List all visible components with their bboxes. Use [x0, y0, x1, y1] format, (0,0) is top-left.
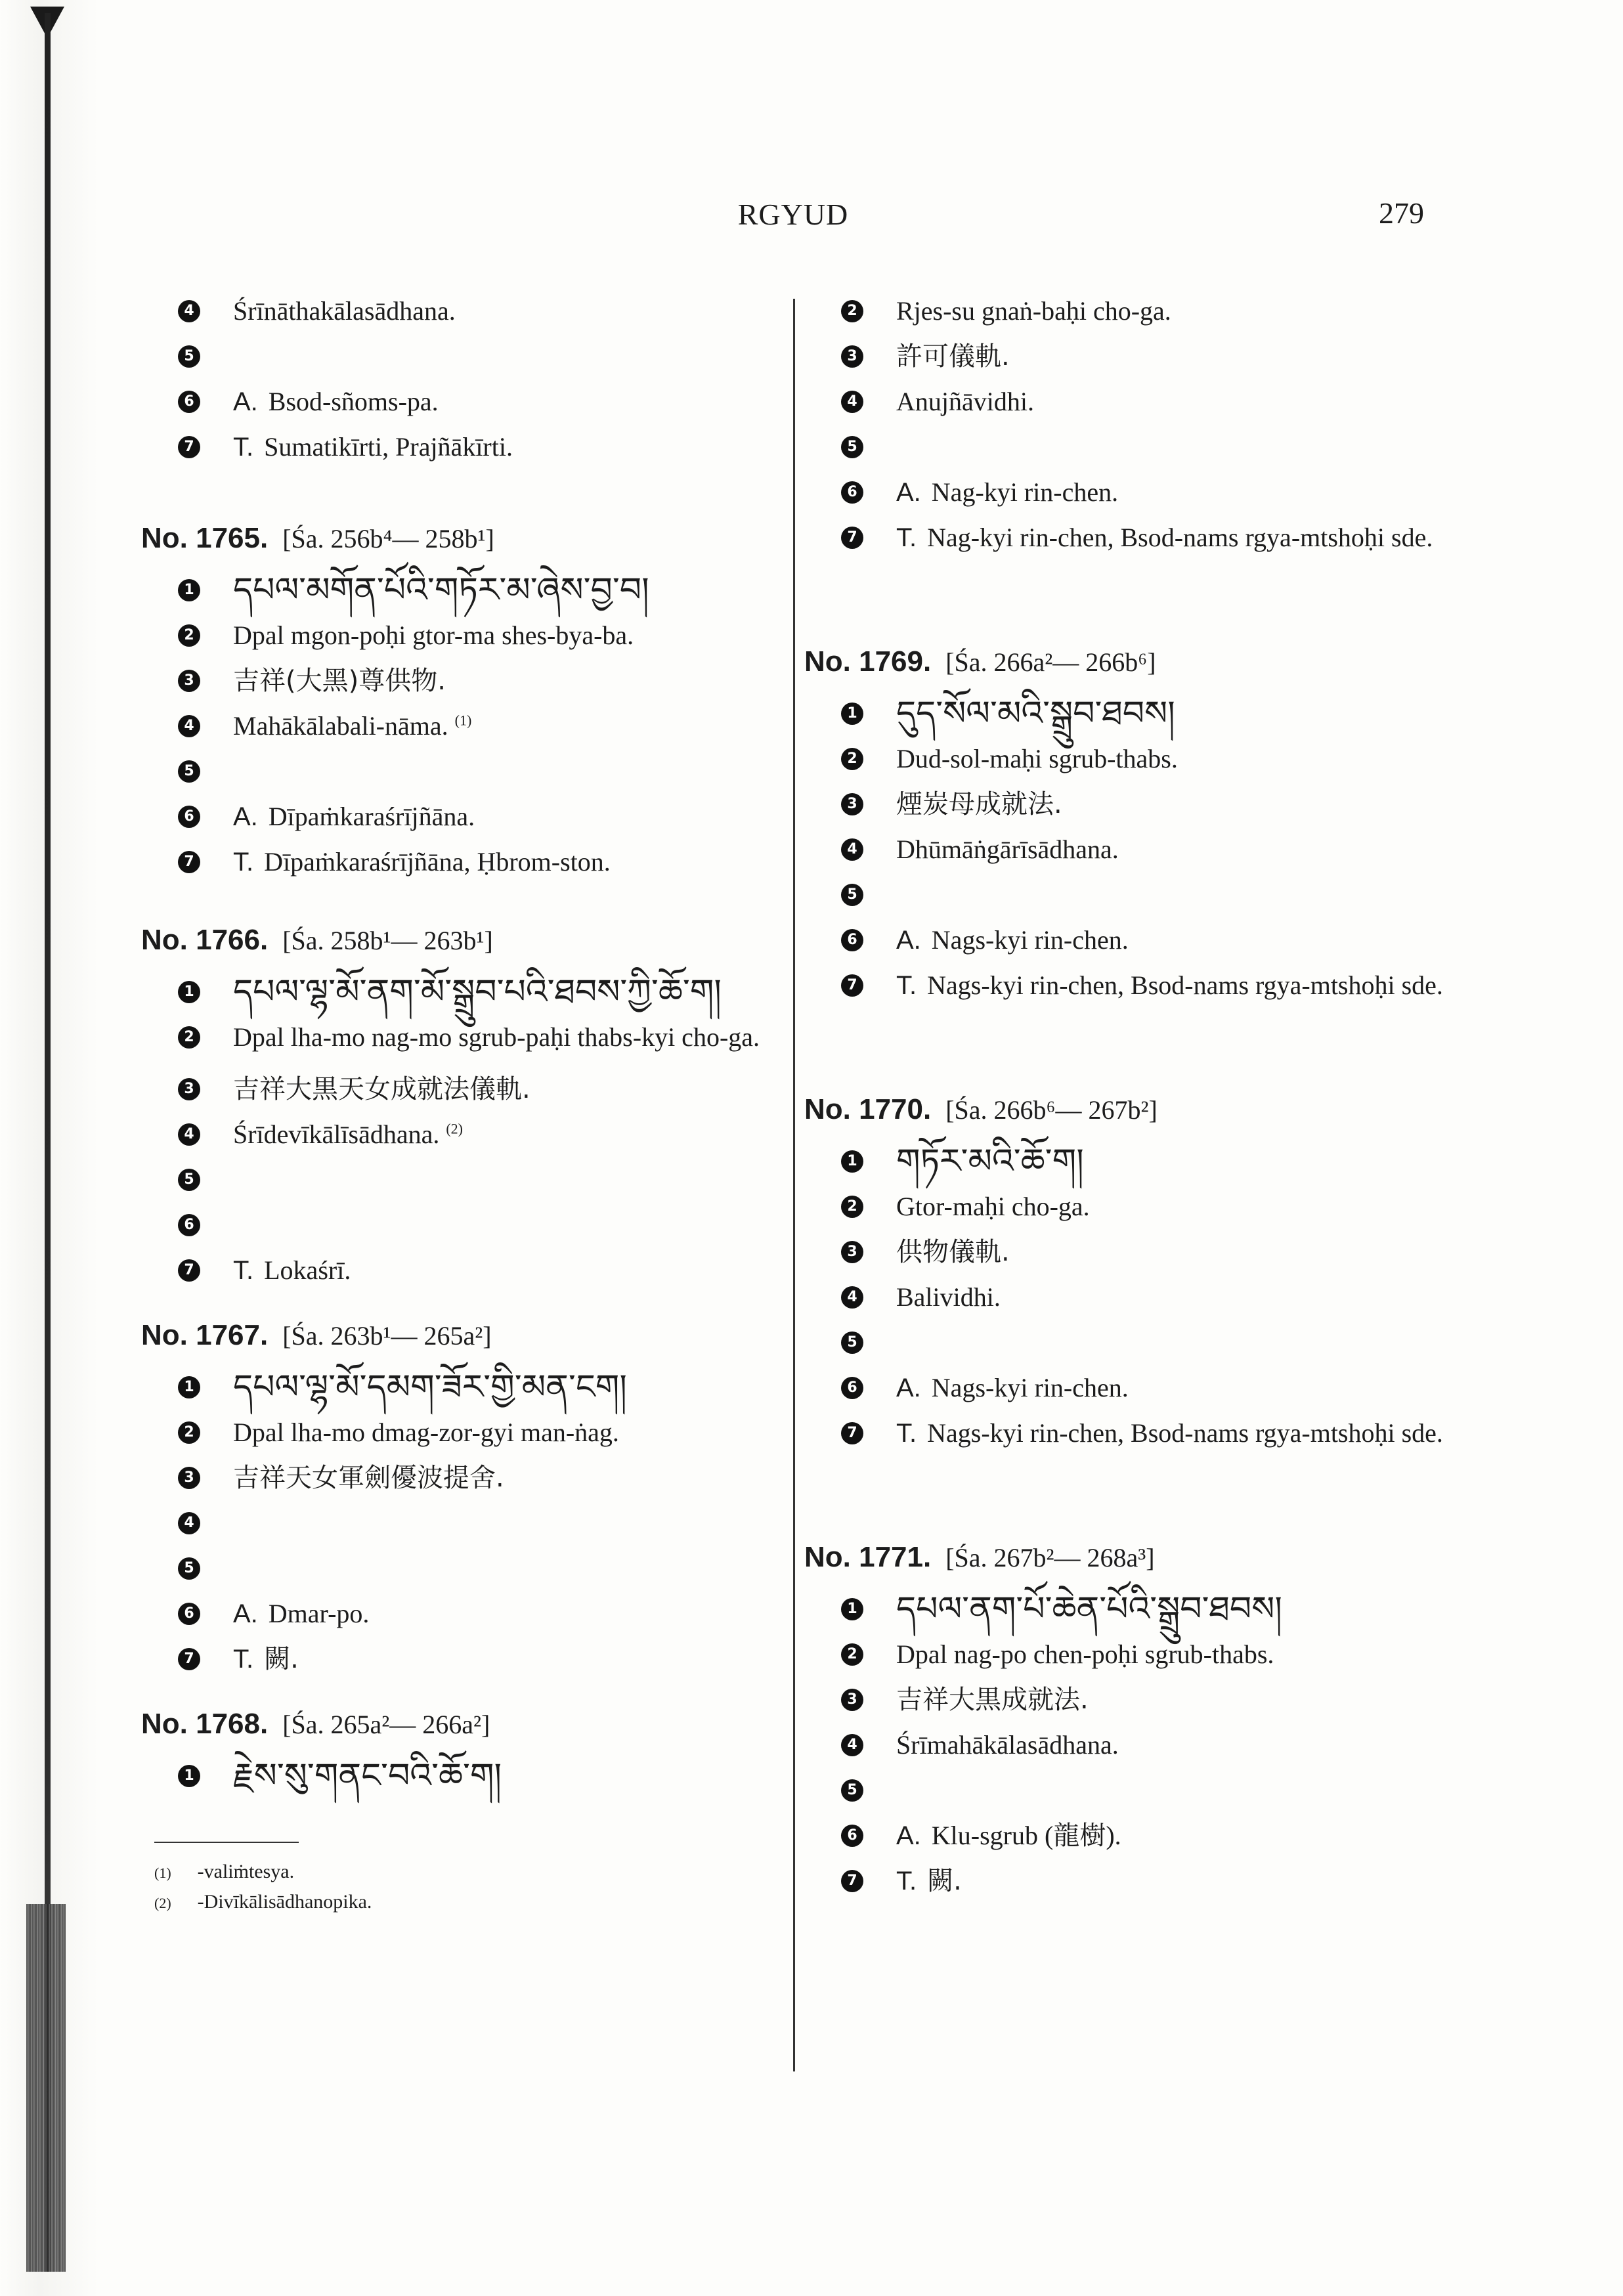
tibetan-title: གཏོར་མའི་ཆོ་ག། — [896, 1142, 1084, 1181]
entry-number: No. 1768. — [141, 1708, 269, 1740]
translator-text: Dīpaṁkaraśrījñāna, Ḥbrom-ston. — [264, 847, 611, 877]
entry-row — [804, 1369, 1461, 1414]
row-number: 1 — [178, 1376, 200, 1398]
row-text: Śrīnāthakālasādhana. — [233, 296, 456, 326]
transliterated-title: Gtor-maḥi cho-ga. — [896, 1192, 1090, 1221]
row-label: T. — [233, 1645, 254, 1674]
entry-row — [141, 1549, 771, 1595]
row-number: 7 — [841, 527, 863, 549]
row-number: 1 — [841, 703, 863, 725]
tibetan-title: དཔལ་ལྷ་མོ་དམག་ཟོར་གྱི་མན་ངག། — [233, 1368, 627, 1407]
chinese-title: 吉祥大黒天女成就法儀軌. — [233, 1074, 530, 1104]
row-number: 6 — [841, 1825, 863, 1847]
entry-row — [804, 785, 1461, 831]
row-number: 7 — [841, 1870, 863, 1892]
row-number: 7 — [841, 974, 863, 997]
entry-row — [804, 1635, 1461, 1681]
row-number: 3 — [841, 1241, 863, 1263]
row-number: 2 — [178, 1421, 200, 1444]
entry-row — [804, 428, 1461, 473]
entry-heading — [804, 643, 1461, 682]
row-number: 2 — [841, 1196, 863, 1218]
entry-row — [804, 1414, 1461, 1466]
entry-row — [141, 1640, 771, 1685]
row-number: 5 — [841, 884, 863, 906]
entry-1769 — [804, 643, 1461, 1018]
chinese-title: 煙炭母成就法. — [896, 789, 1062, 819]
footnote-text: -Divīkālisādhanopika. — [197, 1891, 372, 1913]
row-label: T. — [896, 1419, 917, 1448]
row-number: 7 — [841, 1422, 863, 1444]
entry-heading — [804, 1091, 1461, 1129]
row-number: 4 — [178, 300, 200, 322]
row-number: 3 — [178, 670, 200, 692]
entry-row — [804, 1278, 1461, 1324]
entry-1766 — [141, 921, 771, 1297]
transliterated-title: Dpal lha-mo nag-mo sgrub-paḥi thabs-kyi cho-ga. — [233, 1022, 760, 1052]
entry-row — [141, 383, 771, 428]
footnote-mark: (2) — [154, 1895, 171, 1911]
chinese-title: 吉祥天女軍劍優波提舍. — [233, 1463, 504, 1493]
author-text: Nag-kyi rin-chen. — [931, 477, 1119, 507]
row-number: 1 — [841, 1150, 863, 1173]
entry-reference: [Śa. 256b⁴— 258b¹] — [282, 524, 494, 553]
tibetan-title: དཔལ་མགོན་པོའི་གཏོར་མ་ཞེས་བྱ་བ། — [233, 571, 649, 610]
right-column — [804, 292, 1461, 1907]
sanskrit-title: Śrīdevīkālīsādhana. — [233, 1119, 440, 1149]
row-label: A. — [896, 1821, 921, 1850]
row-number: 2 — [178, 624, 200, 647]
row-number: 5 — [178, 345, 200, 368]
row-number: 6 — [841, 1377, 863, 1399]
entry-row — [804, 831, 1461, 876]
row-label: A. — [233, 802, 258, 831]
entry-row — [141, 1206, 771, 1251]
transliterated-title: Dud-sol-maḥi sgrub-thabs. — [896, 744, 1178, 773]
entry-row — [141, 662, 771, 707]
transliterated-title: Dpal mgon-poḥi gtor-ma shes-bya-ba. — [233, 620, 634, 650]
entry-row — [141, 571, 771, 617]
author-text: Klu-sgrub (龍樹). — [931, 1821, 1121, 1850]
entry-row — [804, 740, 1461, 785]
entry-reference: [Śa. 267b²— 268a³] — [945, 1543, 1155, 1572]
footnote-ref: (1) — [454, 712, 472, 729]
running-head: RGYUD — [737, 198, 849, 231]
row-text: Sumatikīrti, Prajñākīrti. — [264, 432, 513, 462]
entry-heading — [141, 1316, 771, 1355]
row-number: 7 — [178, 436, 200, 458]
entry-row — [804, 383, 1461, 428]
footnote — [141, 1857, 771, 1888]
row-number: 2 — [841, 300, 863, 322]
entry-heading — [141, 1705, 771, 1744]
row-label: T. — [233, 1256, 254, 1285]
entry-heading — [804, 1538, 1461, 1577]
entry-number: No. 1769. — [804, 645, 932, 678]
row-number: 4 — [841, 1286, 863, 1309]
transliterated-title: Dpal lha-mo dmag-zor-gyi man-ṅag. — [233, 1418, 619, 1447]
continued-entry — [141, 292, 771, 473]
row-number: 2 — [841, 1643, 863, 1666]
row-label: A. — [896, 1374, 921, 1402]
entry-row — [141, 617, 771, 662]
page-number: 279 — [1379, 196, 1424, 230]
entry-1765 — [141, 519, 771, 888]
entry-row — [804, 1862, 1461, 1907]
book-gutter — [0, 0, 98, 2296]
footnote-ref: (2) — [446, 1120, 464, 1137]
row-number: 4 — [178, 1512, 200, 1534]
author-text: Dīpaṁkaraśrījñāna. — [268, 802, 475, 831]
row-number: 1 — [178, 981, 200, 1003]
author-text: Nags-kyi rin-chen. — [931, 925, 1129, 955]
transliterated-title: Dpal nag-po chen-poḥi sgrub-thabs. — [896, 1639, 1274, 1669]
entry-number: No. 1765. — [141, 522, 269, 554]
translator-text: 闕. — [927, 1866, 962, 1896]
chinese-title: 吉祥(大黑)尊供物. — [233, 666, 446, 696]
entry-row — [804, 921, 1461, 966]
entry-row — [804, 1233, 1461, 1278]
entry-row — [804, 337, 1461, 383]
row-number: 3 — [841, 345, 863, 368]
entry-number: No. 1771. — [804, 1541, 932, 1573]
row-number: 7 — [178, 1259, 200, 1282]
entry-row — [141, 1018, 771, 1070]
row-label: T. — [896, 1867, 917, 1895]
tibetan-title: དཔལ་ལྷ་མོ་ནག་མོ་སྒྲུབ་པའི་ཐབས་ཀྱི་ཆོ་ག། — [233, 972, 722, 1012]
entry-row — [804, 1142, 1461, 1188]
entry-row — [804, 966, 1461, 1018]
row-number: 5 — [178, 760, 200, 783]
translator-text: 闕. — [264, 1644, 299, 1674]
entry-row — [141, 798, 771, 843]
entry-row — [141, 1116, 771, 1161]
entry-reference: [Śa. 265a²— 266a²] — [282, 1710, 490, 1739]
row-number: 6 — [178, 806, 200, 828]
row-label: A. — [896, 478, 921, 507]
entry-row — [804, 1681, 1461, 1726]
sanskrit-title: Anujñāvidhi. — [896, 387, 1034, 416]
translator-text: Lokaśrī. — [264, 1255, 351, 1285]
entry-row — [141, 1251, 771, 1297]
translator-text: Nags-kyi rin-chen, Bsod-nams rgya-mtshoḥi sde. — [927, 1418, 1443, 1448]
row-label: A. — [233, 387, 258, 416]
sanskrit-title: Balividhi. — [896, 1282, 1001, 1312]
translator-text: Nag-kyi rin-chen, Bsod-nams rgya-mtshoḥi sde. — [927, 523, 1433, 552]
row-number: 6 — [178, 391, 200, 413]
row-number: 1 — [178, 1765, 200, 1787]
sanskrit-title: Śrīmahākālasādhana. — [896, 1730, 1119, 1760]
column-divider — [793, 299, 795, 2071]
entry-1771 — [804, 1538, 1461, 1907]
entry-row — [804, 876, 1461, 921]
row-number: 6 — [178, 1603, 200, 1625]
author-text: Dmar-po. — [268, 1599, 370, 1628]
row-number: 1 — [178, 579, 200, 601]
tibetan-title: དུད་སོལ་མའི་སྒྲུབ་ཐབས། — [896, 694, 1175, 733]
footnote-text: -valiṁtesya. — [197, 1861, 295, 1882]
translator-text: Nags-kyi rin-chen, Bsod-nams rgya-mtshoḥi sde. — [927, 970, 1443, 1000]
row-number: 7 — [178, 1648, 200, 1670]
row-number: 4 — [178, 715, 200, 737]
entry-reference: [Śa. 258b¹— 263b¹] — [282, 926, 493, 955]
entry-row — [141, 973, 771, 1018]
entry-row — [141, 1070, 771, 1116]
entry-row — [141, 1595, 771, 1640]
row-number: 6 — [841, 481, 863, 504]
entry-reference: [Śa. 266a²— 266b⁶] — [945, 647, 1156, 677]
entry-row — [804, 1817, 1461, 1862]
row-number: 3 — [178, 1467, 200, 1489]
row-label: T. — [896, 971, 917, 1000]
gutter-binding — [26, 1904, 66, 2272]
row-number: 5 — [841, 1332, 863, 1354]
entry-row — [141, 1414, 771, 1459]
entry-number: No. 1770. — [804, 1093, 932, 1125]
chinese-title: 供物儀軌. — [896, 1237, 1010, 1267]
entry-row — [141, 1161, 771, 1206]
row-number: 2 — [178, 1026, 200, 1049]
tibetan-title: རྗེས་སུ་གནང་བའི་ཆོ་ག། — [233, 1756, 502, 1796]
chinese-title: 許可儀軌. — [896, 341, 1010, 372]
entry-row — [804, 519, 1461, 571]
footnote — [141, 1888, 771, 1918]
entry-row — [141, 1504, 771, 1549]
row-label: T. — [896, 523, 917, 552]
row-number: 4 — [178, 1123, 200, 1146]
entry-row — [141, 843, 771, 888]
entry-number: No. 1766. — [141, 924, 269, 956]
entry-row — [804, 1771, 1461, 1817]
entry-row — [804, 292, 1461, 337]
entry-row — [804, 1188, 1461, 1233]
row-number: 6 — [178, 1214, 200, 1236]
entry-row — [804, 1590, 1461, 1635]
row-number: 7 — [178, 851, 200, 873]
entry-1768 — [141, 1705, 771, 1802]
entry-1770 — [804, 1091, 1461, 1466]
footnote-rule — [154, 1842, 299, 1843]
row-number: 5 — [841, 436, 863, 458]
entry-row — [141, 1459, 771, 1504]
transliterated-title: Rjes-su gnaṅ-baḥi cho-ga. — [896, 296, 1171, 326]
row-label: A. — [233, 1599, 258, 1628]
tibetan-title: དཔལ་ནག་པོ་ཆེན་པོའི་སྒྲུབ་ཐབས། — [896, 1590, 1282, 1629]
row-number: 3 — [841, 793, 863, 815]
row-number: 4 — [841, 391, 863, 413]
row-number: 4 — [841, 838, 863, 861]
row-number: 2 — [841, 748, 863, 770]
row-number: 3 — [841, 1689, 863, 1711]
row-number: 3 — [178, 1078, 200, 1100]
row-number: 1 — [841, 1598, 863, 1620]
row-number: 4 — [841, 1734, 863, 1756]
row-number: 5 — [178, 1169, 200, 1191]
entry-row — [141, 707, 771, 752]
entry-1767 — [141, 1316, 771, 1685]
entry-heading — [141, 921, 771, 960]
entry-row — [804, 1726, 1461, 1771]
row-number: 6 — [841, 929, 863, 951]
row-label: A. — [896, 926, 921, 955]
entry-row — [141, 752, 771, 798]
entry-number: No. 1767. — [141, 1319, 269, 1351]
sanskrit-title: Mahākālabali-nāma. — [233, 711, 448, 741]
footnote-mark: (1) — [154, 1865, 171, 1881]
entry-row — [141, 1368, 771, 1414]
chinese-title: 吉祥大黒成就法. — [896, 1685, 1089, 1715]
entry-row — [804, 473, 1461, 519]
entry-row — [141, 292, 771, 337]
author-text: Nags-kyi rin-chen. — [931, 1373, 1129, 1402]
row-text: Bsod-sñoms-pa. — [268, 387, 439, 416]
entry-reference: [Śa. 266b⁶— 267b²] — [945, 1095, 1158, 1125]
row-number: 5 — [178, 1557, 200, 1580]
entry-row — [141, 428, 771, 473]
row-number: 5 — [841, 1779, 863, 1802]
left-column — [141, 292, 771, 1918]
entry-reference: [Śa. 263b¹— 265a²] — [282, 1321, 492, 1351]
entry-row — [804, 695, 1461, 740]
entry-row — [141, 337, 771, 383]
row-label: T. — [233, 848, 254, 877]
entry-row — [804, 1324, 1461, 1369]
entry-1768-continued — [804, 292, 1461, 571]
entry-row — [141, 1757, 771, 1802]
sanskrit-title: Dhūmāṅgārīsādhana. — [896, 834, 1119, 864]
entry-heading — [141, 519, 771, 558]
row-label: T. — [233, 433, 254, 462]
